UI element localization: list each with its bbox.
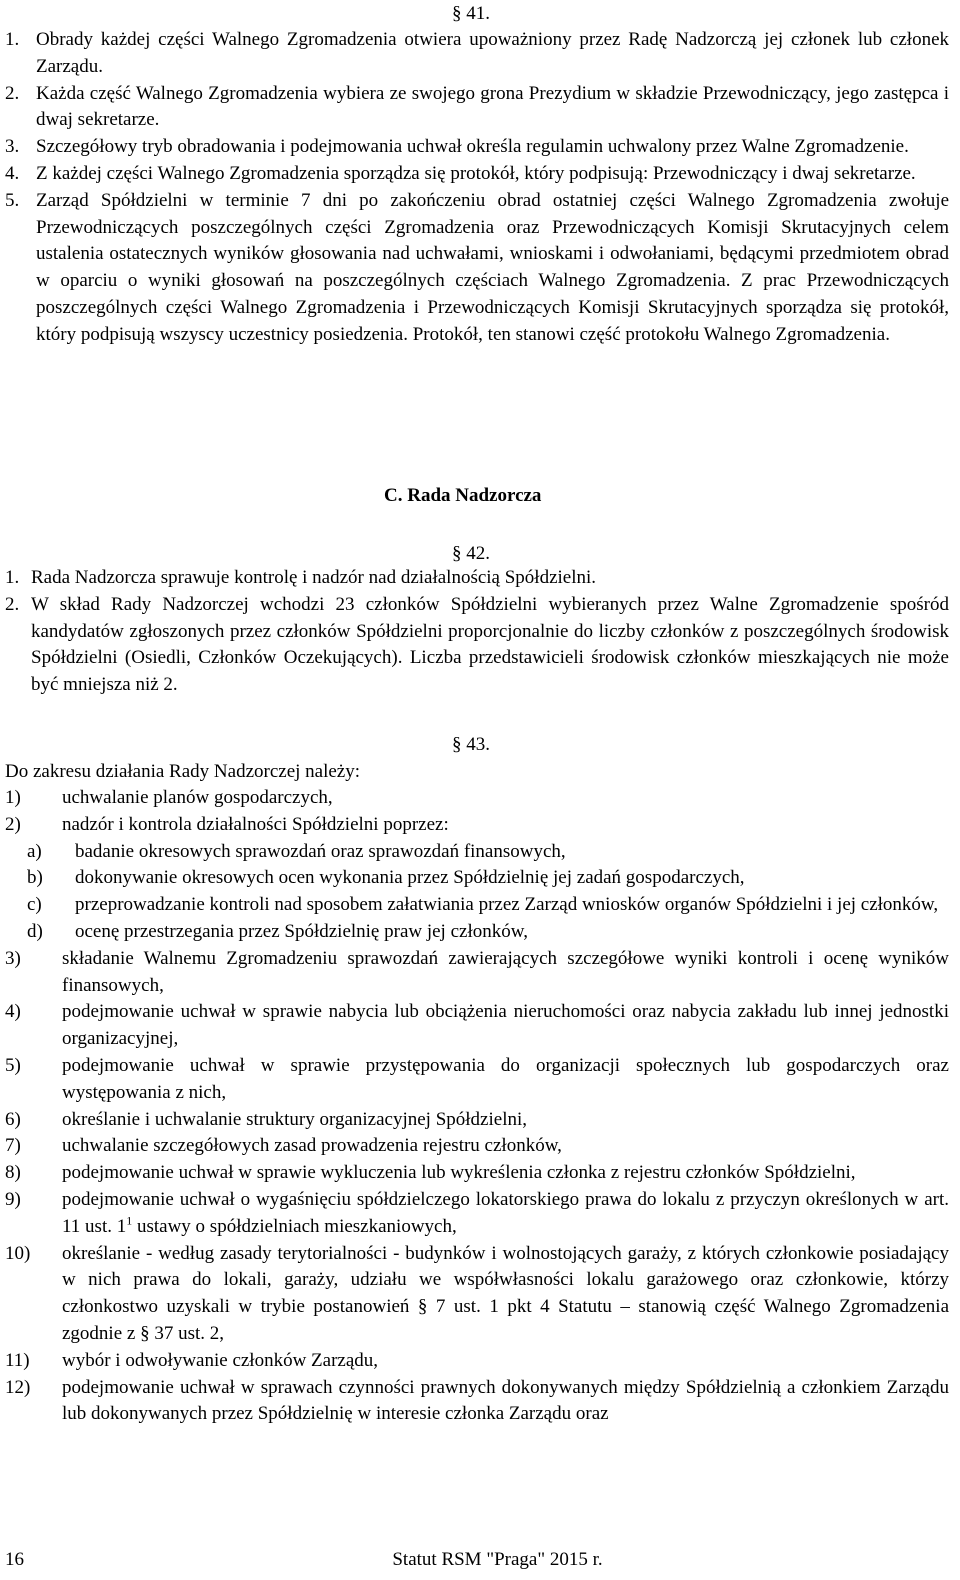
- item-number: 2.: [5, 593, 20, 615]
- list-item: [5, 812, 949, 839]
- list-item: [5, 1107, 949, 1134]
- section-43-title: § 43.: [452, 734, 490, 755]
- section-42-list: [5, 565, 949, 699]
- list-item: [5, 134, 949, 161]
- section-heading: C. Rada Nadzorcza: [384, 485, 542, 506]
- item-text: ocenę przestrzegania przez Spółdzielnię praw jej członków,: [75, 920, 528, 942]
- list-item: [5, 999, 949, 1053]
- section-41-list: [5, 27, 949, 349]
- list-item: [5, 592, 949, 699]
- item-number: 1.: [5, 567, 20, 588]
- item-text: Obrady każdej części Walnego Zgromadzenia otwiera upoważniony przez Radę Nadzorczą jej członek lub członek Zarządu.: [36, 29, 949, 77]
- item-number: 1): [5, 787, 21, 808]
- item-text: Każda część Walnego Zgromadzenia wybiera ze swojego grona Prezydium w składzie Przewodniczący, jego zastępca i dwaj sekretarze.: [36, 82, 949, 131]
- sub-list-item: [5, 839, 949, 866]
- item-text: określanie - według zasady terytorialności - budynków i wolnostojących garaży, z których członkowie posiadający w nich prawa do lokali, garaży, udziału we współwłasności lokalu garażowego oraz członkowie, którzy członkostwo uzyskali w trybie postanowień § 7 ust. 1 pkt 4 Statutu – stanowią część Walnego Zgromadzenia zgodnie z § 37 ust. 2,: [62, 1242, 949, 1344]
- item-text: Szczegółowy tryb obradowania i podejmowania uchwał określa regulamin uchwalony przez Walne Zgromadzenie.: [36, 136, 909, 158]
- item-text: badanie okresowych sprawozdań oraz sprawozdań finansowych,: [75, 840, 566, 862]
- item-text: uchwalanie planów gospodarczych,: [62, 787, 333, 808]
- item-text-continued: ustawy o spółdzielniach mieszkaniowych,: [132, 1215, 457, 1237]
- item-number: d): [27, 920, 43, 942]
- item-number: 4): [5, 1001, 21, 1023]
- list-item: [5, 1053, 949, 1107]
- item-text: dokonywanie okresowych ocen wykonania przez Spółdzielnię jej zadań gospodarczych,: [75, 867, 745, 889]
- item-number: 1.: [5, 29, 20, 50]
- item-text: podejmowanie uchwał o wygaśnięciu spółdzielczego lokatorskiego prawa do lokalu z przyczyn określonych w art. 11 ust. 1: [62, 1188, 949, 1237]
- item-number: 2): [5, 813, 21, 835]
- section-intro: Do zakresu działania Rady Nadzorczej należy:: [5, 761, 361, 782]
- item-number: 9): [5, 1188, 21, 1210]
- list-item: [5, 81, 949, 135]
- item-number: c): [27, 894, 42, 916]
- list-item: [5, 1375, 949, 1429]
- sub-list-item: [5, 892, 949, 919]
- list-item: [5, 188, 949, 349]
- superscript: 1: [126, 1213, 133, 1228]
- list-item: [5, 1241, 949, 1348]
- section-43-list: [5, 758, 949, 1428]
- sub-list-item: [5, 865, 949, 892]
- item-text: określanie i uchwalanie struktury organizacyjnej Spółdzielni,: [62, 1108, 528, 1130]
- footer-title: Statut RSM "Praga" 2015 r.: [392, 1549, 603, 1570]
- item-text: uchwalanie szczegółowych zasad prowadzenia rejestru członków,: [62, 1135, 562, 1157]
- section-42-title: § 42.: [452, 543, 490, 564]
- item-number: 5.: [5, 189, 20, 211]
- item-text: W skład Rady Nadzorczej wchodzi 23 członków Spółdzielni wybieranych przez Walne Zgromadzenie spośród kandydatów zgłoszonych przez członków Spółdzielni proporcjonalnie do liczby członków z poszczególnych środowisk Spółdzielni (Osiedli, Członków Oczekujących). Liczba przedstawicieli środowisk członków mieszkających nie może być mniejsza niż 2.: [31, 593, 949, 696]
- section-41-title: § 41.: [452, 3, 490, 24]
- item-number: 8): [5, 1162, 21, 1184]
- item-number: 7): [5, 1135, 21, 1157]
- list-item: [5, 785, 949, 812]
- item-text: podejmowanie uchwał w sprawie nabycia lub obciążenia nieruchomości oraz nabycia zakładu lub innej jednostki organizacyjnej,: [62, 1001, 949, 1050]
- item-text: składanie Walnemu Zgromadzeniu sprawozdań zawierających szczegółowe wyniki kontroli i ocenę wyników finansowych,: [62, 947, 949, 996]
- item-text: Z każdej części Walnego Zgromadzenia sporządza się protokół, który podpisują: Przewodniczący i dwaj sekretarze.: [36, 162, 916, 184]
- list-item: [5, 27, 949, 81]
- item-number: 4.: [5, 162, 20, 184]
- sub-list-item: [5, 919, 949, 946]
- item-text: Zarząd Spółdzielni w terminie 7 dni po zakończeniu obrad ostatniej części Walnego Zgromadzenia zwołuje Przewodniczących poszczególnych części Zgromadzenia oraz Przewodniczących Komisji Skrutacyjnych celem ustalenia ostatecznych wyników głosowania nad uchwałami, wnioskami i odwołaniami, będącymi przedmiotem obrad w oparciu o wyniki głosowań na poszczególnych częściach Walnego Zgromadzenia. Z prac Przewodniczących poszczególnych części Walnego Zgromadzenia i Przewodniczących Komisji Skrutacyjnych sporządza się protokół, który podpisują wszyscy uczestnicy posiedzenia. Protokół, ten stanowi część protokołu Walnego Zgromadzenia.: [36, 189, 949, 345]
- item-number: 6): [5, 1108, 21, 1130]
- list-item: [5, 1187, 949, 1241]
- list-item: [5, 1160, 949, 1187]
- item-number: 5): [5, 1054, 21, 1076]
- list-item: [5, 565, 949, 592]
- item-text: Rada Nadzorcza sprawuje kontrolę i nadzór nad działalnością Spółdzielni.: [31, 567, 597, 588]
- item-text: podejmowanie uchwał w sprawie wykluczenia lub wykreślenia członka z rejestru członków Spółdzielni,: [62, 1162, 856, 1184]
- item-text: przeprowadzanie kontroli nad sposobem załatwiania przez Zarząd wniosków organów Spółdzielni i jej członków,: [75, 894, 939, 916]
- page-number: 16: [5, 1549, 24, 1570]
- item-number: 3.: [5, 136, 20, 158]
- list-item: [5, 1348, 949, 1375]
- item-text: nadzór i kontrola działalności Spółdzielni poprzez:: [62, 813, 449, 835]
- item-text: podejmowanie uchwał w sprawach czynności prawnych dokonywanych między Spółdzielnią a członkiem Zarządu lub dokonywanych przez Spółdzielnię w interesie członka Zarządu oraz: [62, 1376, 949, 1425]
- list-item: [5, 946, 949, 1000]
- item-number: 10): [5, 1242, 31, 1264]
- list-item: [5, 161, 949, 188]
- item-number: a): [27, 840, 42, 862]
- item-text: podejmowanie uchwał w sprawie przystępowania do organizacji społecznych lub gospodarczych oraz występowania z nich,: [62, 1054, 949, 1103]
- item-number: b): [27, 867, 43, 889]
- item-number: 2.: [5, 82, 20, 104]
- item-number: 11): [5, 1349, 30, 1371]
- item-text: wybór i odwoływanie członków Zarządu,: [62, 1349, 379, 1371]
- list-item: [5, 1133, 949, 1160]
- item-number: 12): [5, 1376, 31, 1398]
- item-number: 3): [5, 947, 21, 969]
